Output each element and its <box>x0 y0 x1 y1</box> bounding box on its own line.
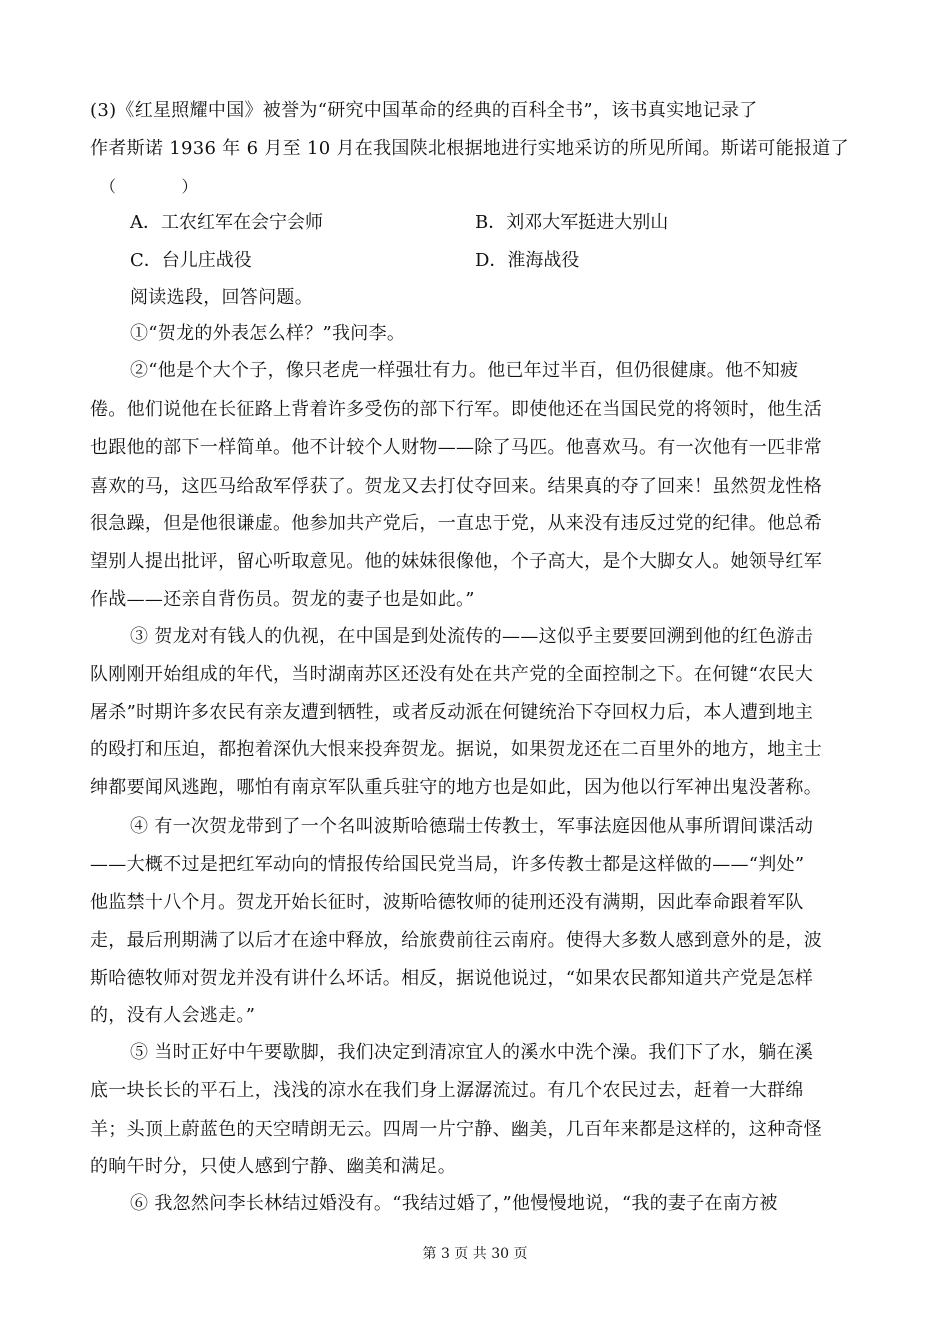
paragraph-line: ①“贺龙的外表怎么样？”我问李。 <box>130 323 406 344</box>
paragraph-line: ④ 有一次贺龙带到了一个名叫波斯哈德瑞士传教士，军事法庭因他从事所谓间谍活动 <box>130 816 814 837</box>
paragraph-line: ⑥ 我忽然问李长林结过婚没有。“我结过婚了，”他慢慢地说，“我的妻子在南方被 <box>130 1193 778 1214</box>
option-b: B．刘邓大军挺进大别山 <box>475 212 669 233</box>
page-number-footer: 第 3 页 共 30 页 <box>422 1246 528 1262</box>
paragraph-line: 喜欢的马，这匹马给敌军俘获了。贺龙又去打仗夺回来。结果真的夺了回来！虽然贺龙性格 <box>90 476 822 497</box>
paragraph-line: ——大概不过是把红军动向的情报传给国民党当局，许多传教士都是这样做的——“判处” <box>90 854 805 875</box>
paragraph-line: 作战——还亲自背伤员。贺龙的妻子也是如此。” <box>90 589 475 610</box>
paragraph-line: 也跟他的部下一样简单。他不计较个人财物——除了马匹。他喜欢马。有一次他有一匹非常 <box>90 437 822 458</box>
paragraph-line: 走，最后刑期满了以后才在途中释放，给旅费前往云南府。使得大多数人感到意外的是，波 <box>90 930 822 951</box>
paragraph-line: 望别人提出批评，留心听取意见。他的妹妹很像他，个子高大，是个大脚女人。她领导红军 <box>90 551 822 572</box>
answer-blank: （ ） <box>100 177 198 196</box>
paragraph-line: 绅都要闻风逃跑，哪怕有南京军队重兵驻守的地方也是如此，因为他以行军神出鬼没著称。 <box>90 777 822 798</box>
paragraph-line: 很急躁，但是他很谦虚。他参加共产党后，一直忠于党，从来没有违反过党的纪律。他总希 <box>90 513 822 534</box>
paragraph-line: 倦。他们说他在长征路上背着许多受伤的部下行军。即使他还在当国民党的将领时，他生活 <box>90 399 822 420</box>
question-stem-line-1: (3)《红星照耀中国》被誉为“研究中国革命的经典的百科全书”，该书真实地记录了 <box>90 100 758 121</box>
paragraph-line: 斯哈德牧师对贺龙并没有讲什么坏话。相反，据说他说过，“如果农民都知道共产党是怎样 <box>90 968 814 989</box>
paragraph-line: 的，没有人会逃走。” <box>90 1005 256 1026</box>
paragraph-line: 羊；头顶上蔚蓝色的天空晴朗无云。四周一片宁静、幽美，几百年来都是这样的，这种奇怪 <box>90 1119 822 1140</box>
option-a: A．工农红军在会宁会师 <box>130 212 323 233</box>
paragraph-line: 底一块长长的平石上，浅浅的凉水在我们身上潺潺流过。有几个农民过去，赶着一大群绵 <box>90 1080 804 1101</box>
paragraph-line: 他监禁十八个月。贺龙开始长征时，波斯哈德牧师的徒刑还没有满期，因此奉命跟着军队 <box>90 892 804 913</box>
paragraph-line: 的晌午时分，只使人感到宁静、幽美和满足。 <box>90 1156 456 1177</box>
paragraph-line: 队刚刚开始组成的年代，当时湖南苏区还没有处在共产党的全面控制之下。在何键“农民大 <box>90 664 814 685</box>
paragraph-line: ②“他是个大个子，像只老虎一样强壮有力。他已年过半百，但仍很健康。他不知疲 <box>130 360 799 381</box>
paragraph-line: ⑤ 当时正好中午要歇脚，我们决定到清凉宜人的溪水中洗个澡。我们下了水，躺在溪 <box>130 1042 814 1063</box>
option-c: C．台儿庄战役 <box>130 250 252 271</box>
question-stem-line-2: 作者斯诺 1936 年 6 月至 10 月在我国陕北根据地进行实地采访的所见所闻。斯诺可能报道了 <box>90 138 849 159</box>
option-d: D．淮海战役 <box>475 250 580 271</box>
reading-instruction: 阅读选段，回答问题。 <box>130 287 313 308</box>
paragraph-line: 的殴打和压迫，都抱着深仇大恨来投奔贺龙。据说，如果贺龙还在二百里外的地方，地主士 <box>90 739 822 760</box>
paragraph-line: 屠杀”时期许多农民有亲友遭到牺牲，或者反动派在何键统治下夺回权力后，本人遭到地主 <box>90 702 814 723</box>
paragraph-line: ③ 贺龙对有钱人的仇视，在中国是到处流传的——这似乎主要要回溯到他的红色游击 <box>130 626 814 647</box>
